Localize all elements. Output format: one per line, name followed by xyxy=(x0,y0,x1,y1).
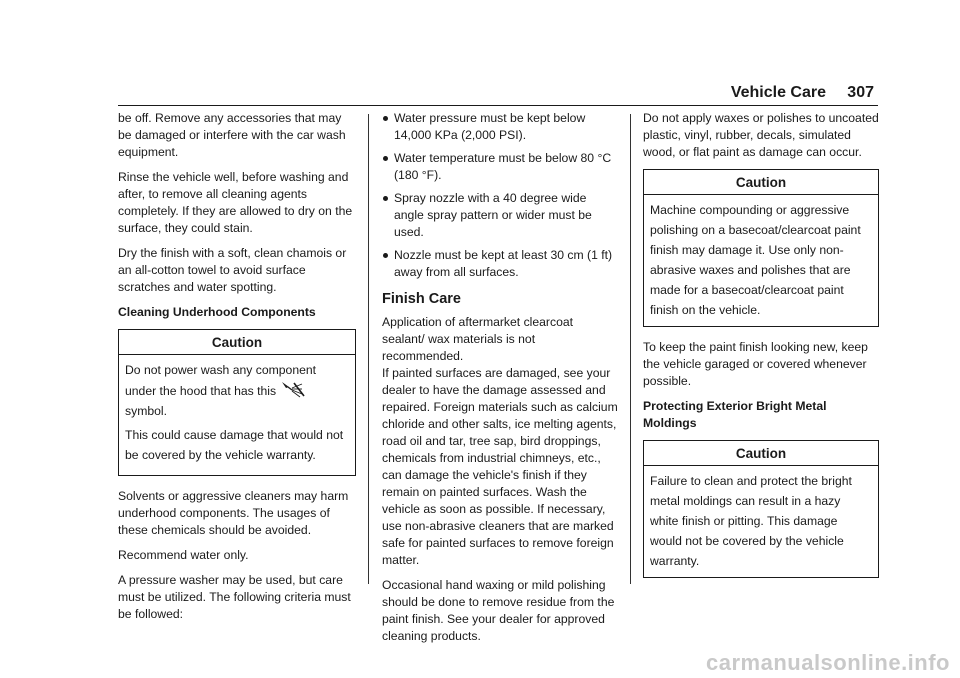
subheading: Protecting Exterior Bright Metal Moldings xyxy=(643,399,827,430)
caution-text: This could cause damage that would not be covered by the vehicle warranty. xyxy=(125,428,344,462)
criteria-list xyxy=(382,110,618,281)
paragraph: To keep the paint finish looking new, keep the vehicle garaged or covered whenever possible. xyxy=(643,340,868,388)
subheading: Cleaning Underhood Components xyxy=(118,305,316,319)
paragraph: A pressure washer may be used, but care must be utilized. The following criteria must be followed: xyxy=(118,573,351,621)
caution-body xyxy=(119,355,355,475)
list-item: Spray nozzle with a 40 degree wide angle spray pattern or wider must be used. xyxy=(382,190,618,241)
caution-box xyxy=(643,169,879,327)
column-2 xyxy=(382,110,618,653)
caution-title: Caution xyxy=(644,441,878,466)
page-header xyxy=(118,80,878,110)
column-1 xyxy=(118,110,356,631)
paragraph: Dry the finish with a soft, clean chamois or an all-cotton towel to avoid surface scratches and water spotting. xyxy=(118,246,347,294)
paragraph: If painted surfaces are damaged, see your dealer to have the damage assessed and repaired. Foreign materials such as calcium chloride and other salts, ice melting agents, road oil and tar, tree sap, bird droppings, chemicals from industrial chimneys, etc., can damage the vehicle's finish if they remain on painted surfaces. Wash the vehicle as soon as possible. If necessary, use non-abrasive cleaners that are marked safe for painted surfaces to remove foreign matter. xyxy=(382,366,618,567)
page-number: 307 xyxy=(847,84,874,101)
caution-text xyxy=(125,360,349,421)
paragraph: Recommend water only. xyxy=(118,548,249,562)
caution-title: Caution xyxy=(644,170,878,195)
caution-title: Caution xyxy=(119,330,355,355)
caution-body: Machine compounding or aggressive polishing on a basecoat/clearcoat paint finish may damage it. Use only non-abrasive waxes and polishes that are made for a basecoat/clearcoat paint finish on the vehicle. xyxy=(650,203,861,317)
caution-box xyxy=(643,440,879,578)
caution-body: Failure to clean and protect the bright metal moldings can result in a hazy white finish or pitting. This damage would not be covered by the vehicle warranty. xyxy=(650,474,852,568)
column-3 xyxy=(643,110,879,590)
paragraph: Solvents or aggressive cleaners may harm underhood components. The usages of these chemicals should be avoided. xyxy=(118,489,349,537)
paragraph: be off. Remove any accessories that may be damaged or interfere with the car wash equipment. xyxy=(118,111,346,159)
list-item: Water temperature must be below 80 °C (180 °F). xyxy=(382,150,618,184)
watermark: carmanualsonline.info xyxy=(706,650,950,675)
column-divider xyxy=(368,114,369,584)
caution-text-part: Do not power wash any component under the hood that has this xyxy=(125,363,317,398)
section-heading: Finish Care xyxy=(382,291,461,307)
caution-text-part: symbol. xyxy=(125,404,167,418)
no-power-wash-icon xyxy=(280,380,306,398)
paragraph: Do not apply waxes or polishes to uncoated plastic, vinyl, rubber, decals, simulated wood, or flat paint as damage can occur. xyxy=(643,111,879,159)
section-title: Vehicle Care xyxy=(730,84,826,101)
paragraph: Occasional hand waxing or mild polishing should be done to remove residue from the paint finish. See your dealer for approved cleaning products. xyxy=(382,578,615,643)
paragraph: Application of aftermarket clearcoat sealant/ wax materials is not recommended. xyxy=(382,315,574,363)
caution-box xyxy=(118,329,356,476)
list-item: Water pressure must be kept below 14,000 KPa (2,000 PSI). xyxy=(382,110,618,144)
list-item: Nozzle must be kept at least 30 cm (1 ft) away from all surfaces. xyxy=(382,247,618,281)
header-rule xyxy=(118,105,878,106)
column-divider xyxy=(630,114,631,584)
paragraph: Rinse the vehicle well, before washing and after, to remove all cleaning agents completely. If they are allowed to dry on the surface, they could stain. xyxy=(118,170,353,235)
